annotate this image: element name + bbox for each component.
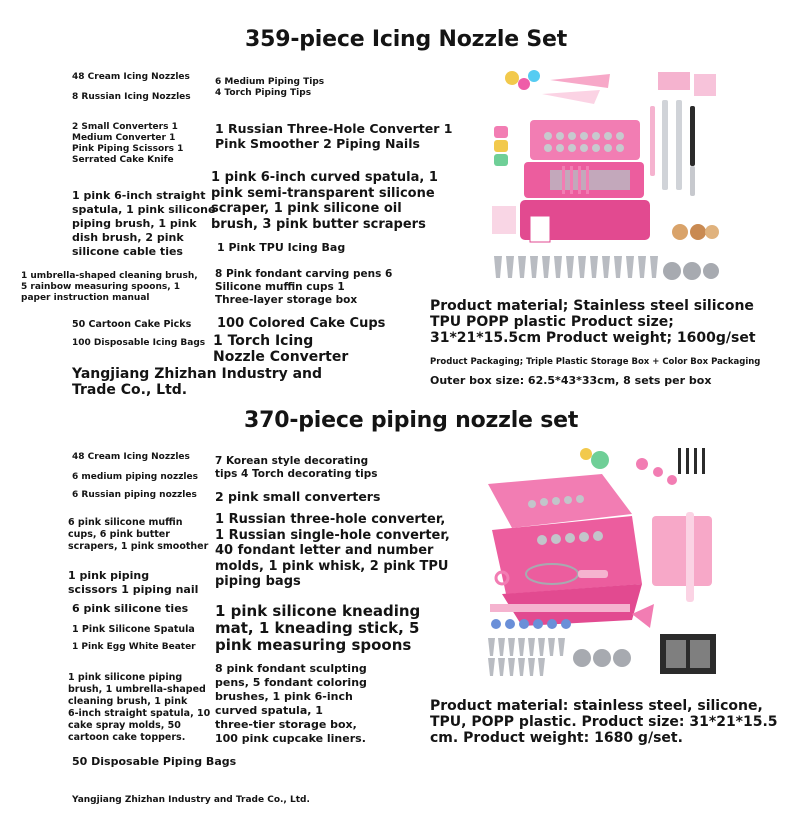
set1-outer-box: Outer box size: 62.5*43*33cm, 8 sets per box bbox=[430, 374, 712, 387]
set2-item-brushes-molds: 1 pink silicone piping brush, 1 umbrella-shaped cleaning brush, 1 pink 6-inch straight spatula, 10 cake spray molds, 50 cartoon cake toppers. bbox=[68, 672, 211, 743]
set1-item-curved-spatula: 1 pink 6-inch curved spatula, 1 pink semi-transparent silicone scraper, 1 pink silicone oil brush, 3 pink butter scrapers bbox=[211, 170, 438, 232]
set1-item-cake-cups: 100 Colored Cake Cups bbox=[217, 316, 386, 331]
set2-item-muffin-cups: 6 pink silicone muffin cups, 6 pink butter scrapers, 1 pink smoother bbox=[68, 517, 209, 552]
set1-item-fondant-pens: 8 Pink fondant carving pens 6 Silicone muffin cups 1 Three-layer storage box bbox=[215, 268, 393, 306]
set1-item-spatula-brushes: 1 pink 6-inch straight spatula, 1 pink silicone piping brush, 1 pink dish brush, 2 pink silicone cable ties bbox=[72, 189, 216, 258]
set2-material-size-weight: Product material: stainless steel, silicone, TPU, POPP plastic. Product size: 31*21*15.5 cm. Product weight: 1680 g/set. bbox=[430, 698, 778, 746]
set1-packaging: Product Packaging; Triple Plastic Storage Box + Color Box Packaging bbox=[430, 357, 761, 367]
set2-item-medium-nozzles: 6 medium piping nozzles bbox=[72, 472, 198, 482]
set1-item-cream-nozzles: 48 Cream Icing Nozzles bbox=[72, 72, 190, 82]
set2-product-photo bbox=[482, 444, 722, 680]
set1-item-tpu-bag: 1 Pink TPU Icing Bag bbox=[217, 241, 346, 254]
set1-item-russian-converter: 1 Russian Three-Hole Converter 1 Pink Smoother 2 Piping Nails bbox=[215, 121, 453, 151]
set2-item-kneading-mat: 1 pink silicone kneading mat, 1 kneading stick, 5 pink measuring spoons bbox=[215, 602, 421, 654]
set2-item-russian-nozzles: 6 Russian piping nozzles bbox=[72, 490, 197, 500]
set2-item-silicone-ties: 6 pink silicone ties bbox=[72, 602, 189, 615]
set1-item-medium-tips: 6 Medium Piping Tips 4 Torch Piping Tips bbox=[215, 77, 325, 98]
set2-item-egg-beater: 1 Pink Egg White Beater bbox=[72, 642, 196, 652]
set1-item-russian-nozzles: 8 Russian Icing Nozzles bbox=[72, 92, 191, 102]
set1-item-cleaning-brush: 1 umbrella-shaped cleaning brush, 5 rainbow measuring spoons, 1 paper instruction manual bbox=[21, 271, 198, 303]
kneading-mat bbox=[652, 516, 712, 586]
set2-item-scissors: 1 pink piping scissors 1 piping nail bbox=[68, 569, 199, 596]
storage-box-top bbox=[530, 120, 640, 160]
set2-item-sculpting-pens: 8 pink fondant sculpting pens, 5 fondant coloring brushes, 1 pink 6-inch curved spatula, 1 three-tier storage box, 100 pink cupcake liners. bbox=[215, 662, 367, 745]
set1-product-photo bbox=[490, 66, 720, 290]
piping-bag-shape bbox=[542, 90, 600, 104]
set1-item-cake-picks: 50 Cartoon Cake Picks bbox=[72, 319, 192, 330]
set1-item-converters: 2 Small Converters 1 Medium Converter 1 Pink Piping Scissors 1 Serrated Cake Knife bbox=[72, 122, 184, 165]
set1-title: 359-piece Icing Nozzle Set bbox=[245, 27, 568, 52]
set2-product-illustration bbox=[482, 444, 722, 680]
set2-item-silicone-spatula: 1 Pink Silicone Spatula bbox=[72, 624, 195, 635]
set2-item-korean-tips: 7 Korean style decorating tips 4 Torch decorating tips bbox=[215, 455, 378, 480]
set1-product-illustration bbox=[490, 66, 720, 290]
set2-item-cream-nozzles: 48 Cream Icing Nozzles bbox=[72, 452, 190, 462]
set2-item-piping-bags: 50 Disposable Piping Bags bbox=[72, 755, 237, 768]
set1-material-size-weight: Product material; Stainless steel silicone TPU POPP plastic Product size; 31*21*15.5cm Product weight; 1600g/set bbox=[430, 298, 756, 346]
set1-item-torch-converter: 1 Torch Icing Nozzle Converter bbox=[213, 333, 349, 365]
piping-bag-shape bbox=[550, 74, 610, 88]
set1-item-icing-bags: 100 Disposable Icing Bags bbox=[72, 338, 206, 348]
set1-company: Yangjiang Zhizhan Industry and Trade Co., Ltd. bbox=[72, 366, 323, 398]
set2-item-russian-converters-molds: 1 Russian three-hole converter, 1 Russian single-hole converter, 40 fondant letter and number molds, 1 pink whisk, 2 pink TPU piping bags bbox=[215, 512, 450, 589]
set2-title: 370-piece piping nozzle set bbox=[244, 408, 579, 433]
set2-company: Yangjiang Zhizhan Industry and Trade Co., Ltd. bbox=[72, 795, 310, 805]
set2-item-small-converters: 2 pink small converters bbox=[215, 489, 381, 504]
